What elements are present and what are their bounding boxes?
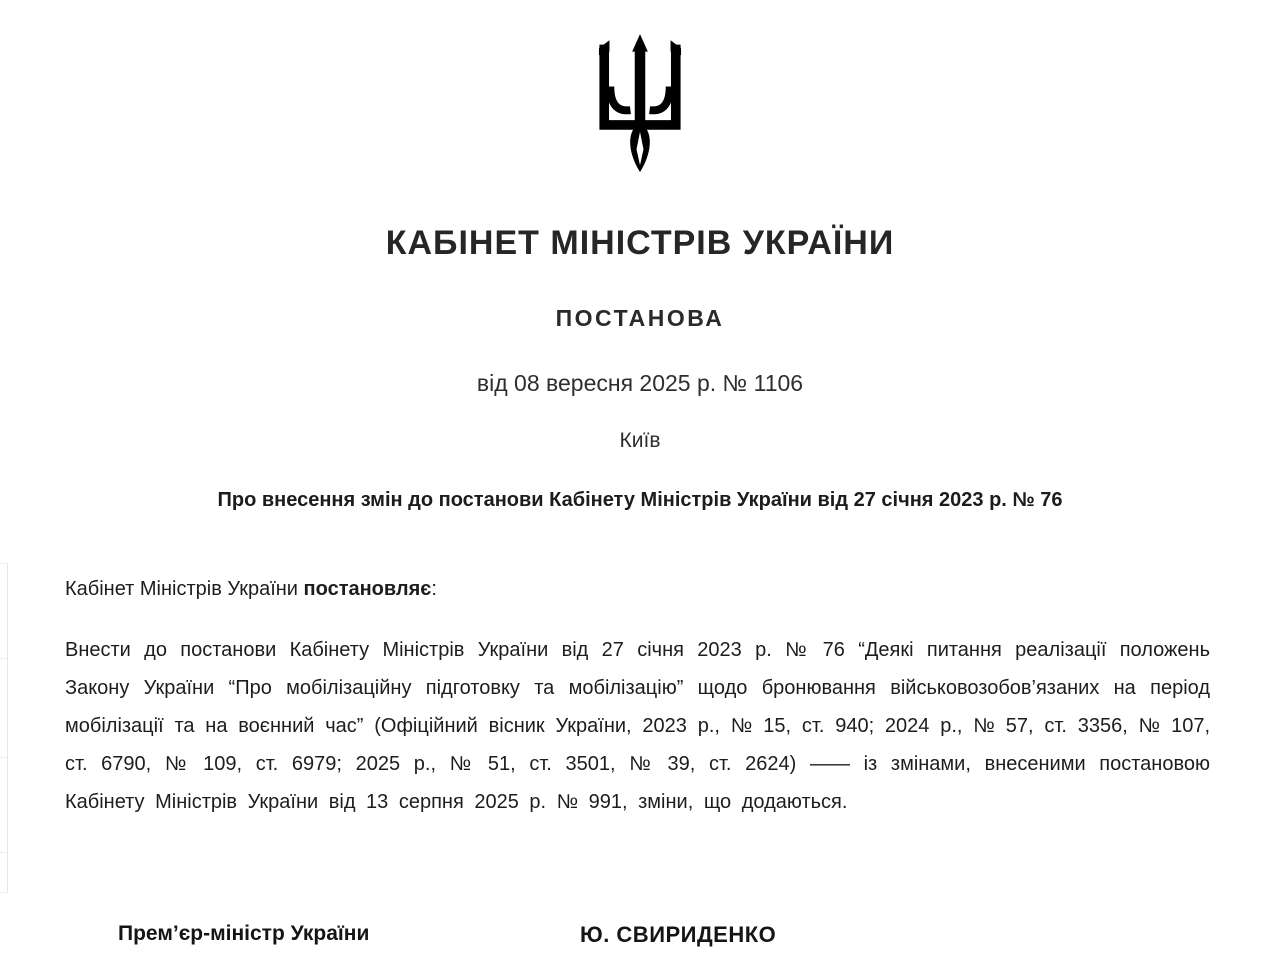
emblem-container (0, 0, 1280, 180)
signature-role: Прем’єр-міністр України (118, 922, 370, 945)
document-date-number: від 08 вересня 2025 р. № 1106 (476, 370, 804, 396)
signature-name: Ю. СВИРИДЕНКО (580, 922, 777, 947)
document-body (0, 578, 1280, 821)
preamble-prefix: Кабінет Міністрів України (65, 578, 304, 600)
preamble-suffix: : (431, 578, 437, 600)
organization-name: КАБІНЕТ МІНІСТРІВ УКРАЇНИ (385, 224, 895, 262)
tryzub-coat-of-arms-icon (592, 33, 688, 175)
document-city: Київ (619, 429, 661, 452)
preamble-emphasis: постановляє (303, 578, 432, 600)
signature-row (0, 922, 1280, 956)
document-type: ПОСТАНОВА (555, 305, 725, 331)
preamble-line (65, 578, 1210, 601)
document-title: Про внесення змін до постанови Кабінету Міністрів України від 27 січня 2023 р. № 76 (217, 489, 1063, 511)
main-paragraph: Внести до постанови Кабінету Міністрів України від 27 січня 2023 р. № 76 “Деякі питання реалізації положень Закону України “Про мобілізаційну підготовку та мобілізацію” щодо бронювання військовозобов’язаних на період мобілізації та на воєнний час” (Офіційний вісник України, 2023 р., № 15, ст. 940; 2024 р., № 57, ст. 3356, № 107, ст. 6790, № 109, ст. 6979; 2025 р., № 51, ст. 3501, № 39, ст. 2624) —— із змінами, внесеними постановою Кабінету Міністрів України від 13 серпня 2025 р. № 991, зміни, що додаються. (65, 639, 1210, 813)
